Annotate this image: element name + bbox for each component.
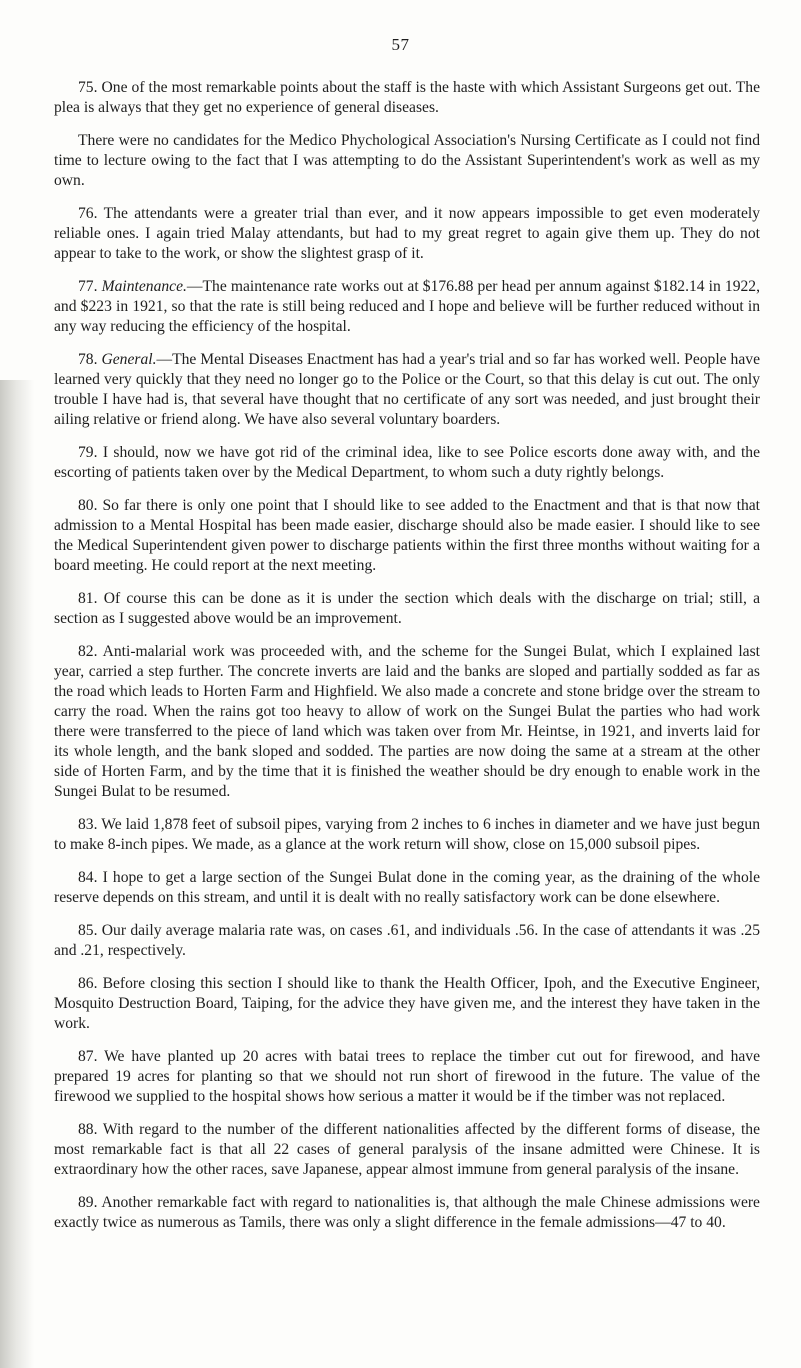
paragraph-78	[54, 350, 760, 430]
paragraph-text: I should, now we have got rid of the criminal idea, like to see Police escorts done away with, and the escorting of patients taken over by the Medical Department, to whom such a duty rightly belongs.	[54, 444, 760, 481]
page-number: 57	[391, 35, 410, 54]
paragraph-text: So far there is only one point that I should like to see added to the Enactment and that is that now that admission to a Mental Hospital has been made easier, discharge should also be made easier. I should like to see the Medical Superintendent given power to discharge patients within the first three months without waiting for a board meeting. He could report at the next meeting.	[54, 497, 760, 574]
paragraph-80	[54, 496, 760, 576]
paragraph-number: 79.	[78, 444, 98, 461]
paragraph-86	[54, 974, 760, 1034]
paragraph-number: 85.	[78, 922, 98, 939]
paragraph-number: 76.	[78, 205, 98, 222]
paragraph-text: Before closing this section I should like to thank the Health Officer, Ipoh, and the Executive Engineer, Mosquito Destruction Board, Taiping, for the advice they have given me, and the interest they have taken in the work.	[54, 975, 760, 1032]
paragraph-number: 77.	[78, 278, 98, 295]
paragraph-89	[54, 1193, 760, 1233]
paragraph-79	[54, 443, 760, 483]
paragraph-85	[54, 921, 760, 961]
paragraph-text: Anti-malarial work was proceeded with, and the scheme for the Sungei Bulat, which I explained last year, carried a step further. The concrete inverts are laid and the banks are sloped and partially sodded as far as the road which leads to Horten Farm and Highfield. We also made a concrete and stone bridge over the stream to carry the road. When the rains got too heavy to allow of work on the Sungei Bulat the parties who had work there were transferred to the piece of land which was taken over from Mr. Heintse, in 1921, and inverts laid for its whole length, and the bank sloped and sodded. The parties are now doing the same at a stream at the other side of Horten Farm, and by the time that it is finished the weather should be dry enough to enable work in the Sungei Bulat to be resumed.	[54, 643, 760, 800]
paragraph-number: 83.	[78, 816, 98, 833]
paragraph-text: —The Mental Diseases Enactment has had a year's trial and so far has worked well. People have learned very quickly that they need no longer go to the Police or the Court, so that this delay is cut out. The only trouble I have had is, that several have thought that no certificate of any sort was needed, and just brought their ailing relative or friend along. We have also several voluntary boarders.	[54, 351, 760, 428]
paragraph-76	[54, 204, 760, 264]
paragraph-text: —The maintenance rate works out at $176.88 per head per annum against $182.14 in 1922, and $223 in 1921, so that the rate is still being reduced and I hope and believe will be further reduced without in any way reducing the efficiency of the hospital.	[54, 278, 760, 335]
paragraph-text: One of the most remarkable points about the staff is the haste with which Assistant Surgeons get out. The plea is always that they get no experience of general diseases.	[54, 79, 760, 116]
paragraph-text: The attendants were a greater trial than ever, and it now appears impossible to get even moderately reliable ones. I again tried Malay attendants, but had to my great regret to again give them up. They do not appear to take to the work, or show the slightest grasp of it.	[54, 205, 760, 262]
paragraph-number: 87.	[78, 1048, 98, 1065]
paragraph-text: Our daily average malaria rate was, on cases .61, and individuals .56. In the case of attendants it was .25 and .21, respectively.	[54, 922, 761, 959]
paragraph-82	[54, 642, 760, 802]
paragraph-heading: Maintenance.	[101, 278, 187, 295]
paragraph-number: 88.	[78, 1121, 98, 1138]
paragraph-number: 84.	[78, 869, 98, 886]
paragraph-77	[54, 277, 760, 337]
paragraph-number: 86.	[78, 975, 98, 992]
paragraph-text: We have planted up 20 acres with batai trees to replace the timber cut out for firewood, and have prepared 19 acres for planting so that we should not run short of firewood in the future. The value of the firewood we supplied to the hospital shows how serious a matter it would be if the timber was not replaced.	[54, 1048, 760, 1105]
page-edge-shadow	[0, 380, 34, 1368]
paragraph-81	[54, 589, 760, 629]
paragraph-text: There were no candidates for the Medico Phychological Association's Nursing Certificate as I could not find time to lecture owing to the fact that I was attempting to do the Assistant Superintendent's work as well as my own.	[54, 132, 760, 189]
paragraph-text: I hope to get a large section of the Sungei Bulat done in the coming year, as the draining of the whole reserve depends on this stream, and until it is dealt with no really satisfactory work can be done elsewhere.	[54, 869, 760, 906]
paragraph-text: With regard to the number of the different nationalities affected by the different forms of disease, the most remarkable fact is that all 22 cases of general paralysis of the insane admitted were Chinese. It is extraordinary how the other races, save Japanese, appear almost immune from general paralysis of the insane.	[54, 1121, 760, 1178]
paragraph-number: 89.	[78, 1194, 98, 1211]
paragraph-88	[54, 1120, 760, 1180]
paragraph-75	[54, 78, 760, 118]
paragraph-number: 78.	[78, 351, 98, 368]
paragraph-83	[54, 815, 760, 855]
paragraph-text: Of course this can be done as it is under the section which deals with the discharge on trial; still, a section as I suggested above would be an improvement.	[54, 590, 760, 627]
paragraph-number: 75.	[78, 79, 98, 96]
body-text	[54, 78, 760, 1246]
paragraph-87	[54, 1047, 760, 1107]
paragraph-number: 80.	[78, 497, 98, 514]
paragraph-84	[54, 868, 760, 908]
paragraph-text: Another remarkable fact with regard to nationalities is, that although the male Chinese admissions were exactly twice as numerous as Tamils, there was only a slight difference in the female admissions—47 to 40.	[54, 1194, 760, 1231]
paragraph-number: 82.	[78, 643, 98, 660]
paragraph-text: We laid 1,878 feet of subsoil pipes, varying from 2 inches to 6 inches in diameter and we have just begun to make 8-inch pipes. We made, as a glance at the work return will show, close on 15,000 subsoil pipes.	[54, 816, 760, 853]
paragraph-heading: General.	[101, 351, 157, 368]
paragraph-nursing-certificate	[54, 131, 760, 191]
paragraph-number: 81.	[78, 590, 98, 607]
